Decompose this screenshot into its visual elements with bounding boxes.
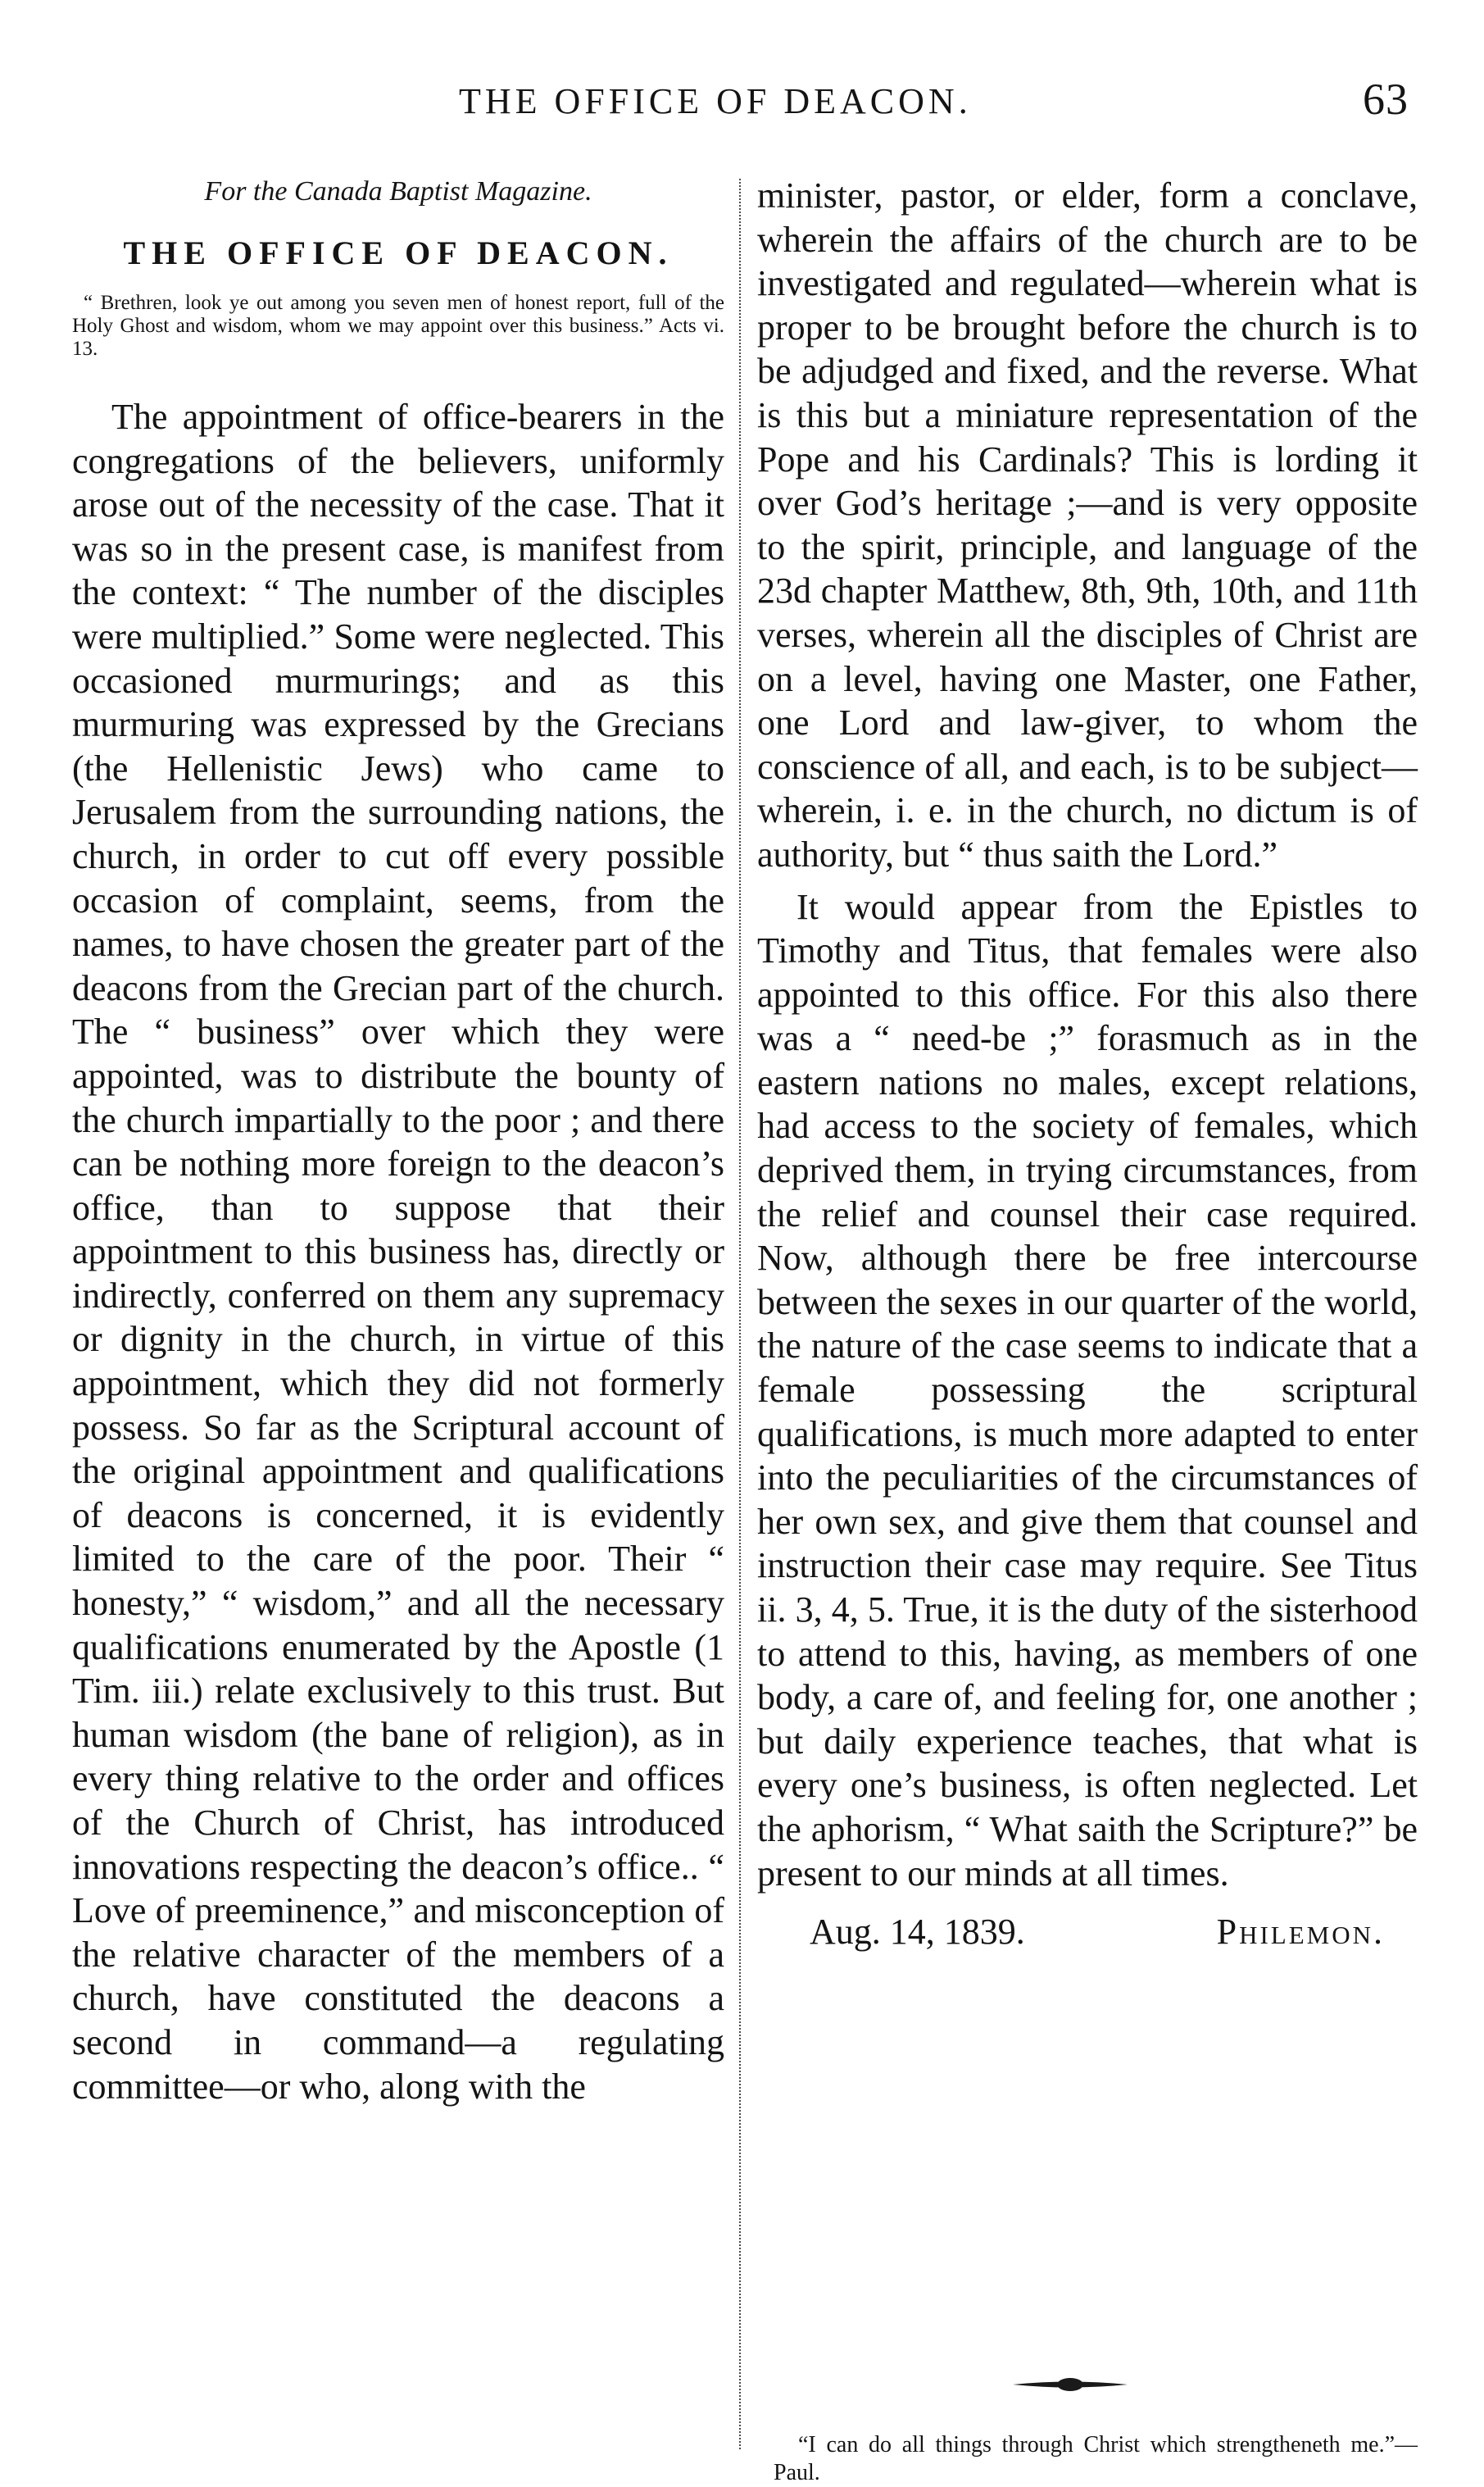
source-line: For the Canada Baptist Magazine. [204,176,592,207]
right-body-paragraph-continued: minister, pastor, or elder, form a conclave, wherein the affairs of the church are to be investigated and regulated—wherein what is proper to be brought before the church is to be adjudged and fixed, and the reverse. What is this but a miniature representation of the Pope and his Cardinals? This is lording it over God’s heritage ;—and is very opposite to the spirit, principle, and language of the 23d chapter Matthew, 8th, 9th, 10th, and 11th verses, wherein all the disciples of Christ are on a level, having one Master, one Father, one Lord and law-giver, to whom the conscience of all, and each, is to be subject—wherein, i. e. in the church, no dictum is of authority, but “ thus saith the Lord.” [757,175,1418,875]
page-number: 63 [1363,75,1409,124]
article-title: THE OFFICE OF DEACON. [123,234,674,271]
ornament-divider-icon [1013,2376,1128,2394]
article-date: Aug. 14, 1839. [810,1912,1025,1953]
left-body-paragraph: The appointment of office-bearers in the congregations of the believers, uniformly arose out of the necessity of the case. That it was so in the present case, is manifest from the context: “ The number of the disciples were multiplied.” Some were neglected. This occasioned murmurings; and as this murmuring was expressed by the Grecians (the Hellenistic Jews) who came to Jerusalem from the surrounding nations, the church, in order to cut off every possible occasion of complaint, seems, from the names, to have chosen the greater part of the deacons from the Grecian part of the church. The “ business” over which they were appointed, was to distribute the bounty of the church impartially to the poor ; and there can be nothing more foreign to the deacon’s office, than to suppose that their appointment to this business has, directly or indirectly, conferred on them any supremacy or dignity in the church, in virtue of this appointment, which they did not formerly possess. So far as the Scriptural account of the original appointment and qualifications of deacons is concerned, it is evidently limited to the care of the poor. Their “ honesty,” “ wisdom,” and all the necessary qualifications enumerated by the Apostle (1 Tim. iii.) relate exclusively to this trust. But human wisdom (the bane of religion), as in every thing relative to the order and offices of the Church of Christ, has introduced innovations respecting the deacon’s office.. “ Love of preeminence,” and misconception of the relative character of the members of a church, have constituted the deacons a second in command—a regulating committee—or who, along with the [72,397,724,2107]
right-column [757,174,1418,1959]
epigraph: “ Brethren, look ye out among you seven men of honest report, full of the Holy Ghost and wisdom, whom we may appoint over this business.” Acts vi. 13. [72,292,724,360]
left-column [72,174,724,2108]
right-body-paragraph-females: It would appear from the Epistles to Timothy and Titus, that females were also appointed to this office. For this also there was a “ need-be ;” forasmuch as in the eastern nations no males, except relations, had access to the society of females, which deprived them, in trying circumstances, from the relief and counsel their case required. Now, although there be free intercourse between the sexes in our quarter of the world, the nature of the case seems to indicate that a female possessing the scriptural qualifications, is much more adapted to enter into the peculiarities of the circumstances of her own sex, and give them that counsel and instruction their case may require. See Titus ii. 3, 4, 5. True, it is the duty of the sisterhood to attend to this, having, as members of one body, a care of, and feeling for, one another ; but daily experience teaches, that what is every one’s business, is often neglected. Let the aphorism, “ What saith the Scripture?” be present to our minds at all times. [757,886,1418,1894]
author-signature: Philemon. [1216,1912,1385,1953]
column-divider [739,179,741,2449]
closing-quote: “I can do all things through Christ which strengtheneth me.”—Paul. [774,2432,1418,2485]
signature-line [757,1910,1418,1959]
running-head [0,75,1484,130]
running-title: THE OFFICE OF DEACON. [459,81,972,121]
